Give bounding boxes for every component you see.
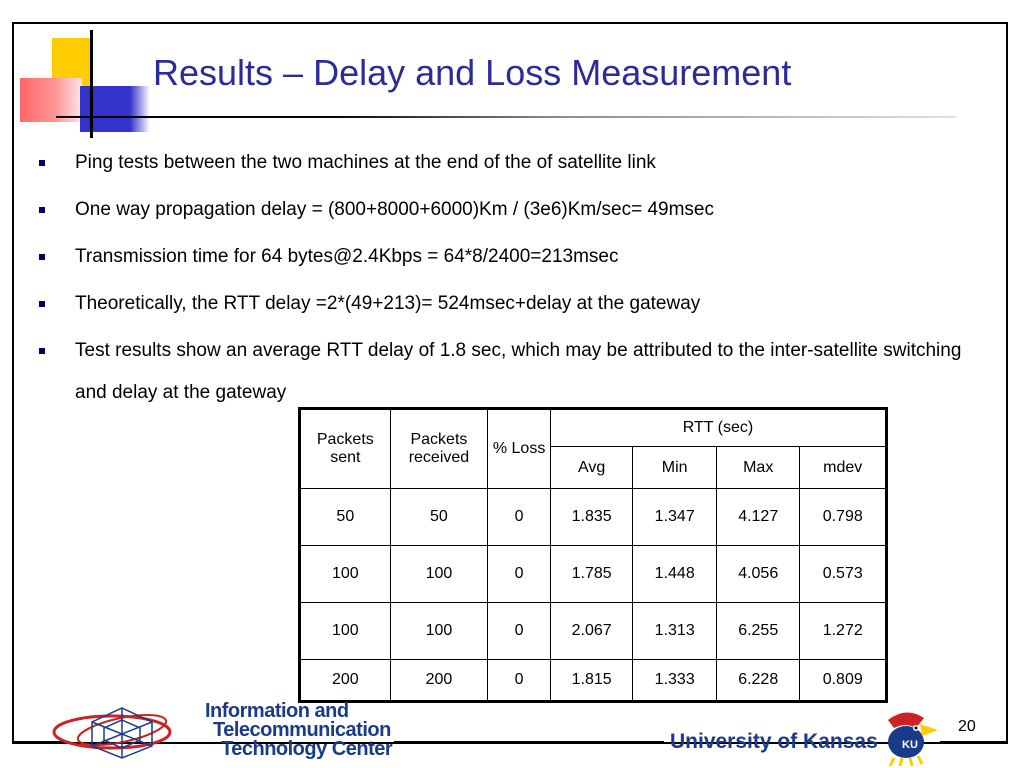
header-max: Max (716, 447, 800, 489)
page-number: 20 (958, 718, 976, 735)
cell-min: 1.448 (633, 546, 717, 603)
bullet-text: Theoretically, the RTT delay =2*(49+213)= 524msec+delay at the gateway (75, 293, 701, 314)
bullet-item (36, 236, 976, 278)
cell-loss: 0 (488, 546, 551, 603)
cell-max: 6.228 (716, 660, 800, 702)
header-rtt: RTT (sec) (550, 409, 886, 447)
cell-loss: 0 (488, 603, 551, 660)
ittc-line-3: Technology Center (221, 738, 393, 760)
jayhawk-icon (876, 706, 940, 766)
cell-mdev: 1.272 (800, 603, 887, 660)
square-bullet-icon (39, 207, 45, 213)
header-min: Min (633, 447, 717, 489)
cell-avg: 1.815 (550, 660, 633, 702)
square-bullet-icon (39, 254, 45, 260)
cell-packets-received: 200 (390, 660, 488, 702)
cell-min: 1.347 (633, 489, 717, 546)
decor-blue-fade (130, 86, 150, 132)
footer-line-right (940, 741, 1008, 743)
bullet-list (36, 142, 976, 419)
cell-min: 1.313 (633, 603, 717, 660)
bullet-text: Ping tests between the two machines at the end of the of satellite link (75, 152, 656, 173)
bullet-item (36, 330, 976, 414)
ittc-line-2: Telecommunication (213, 719, 391, 741)
cell-max: 6.255 (716, 603, 800, 660)
cell-max: 4.127 (716, 489, 800, 546)
cell-loss: 0 (488, 660, 551, 702)
header-loss: % Loss (488, 409, 551, 489)
header-packets-sent: Packets sent (300, 409, 391, 489)
bullet-item (36, 283, 976, 325)
square-bullet-icon (39, 348, 45, 354)
bullet-item (36, 142, 976, 184)
ittc-logo-icon (52, 700, 202, 762)
square-bullet-icon (39, 301, 45, 307)
table-row (300, 546, 887, 603)
jayhawk-badge: KU (902, 739, 918, 751)
cell-packets-received: 100 (390, 603, 488, 660)
table-row (300, 603, 887, 660)
cell-packets-sent: 50 (300, 489, 391, 546)
cell-mdev: 0.809 (800, 660, 887, 702)
header-mdev: mdev (800, 447, 887, 489)
footer-line-middle (394, 741, 664, 743)
cell-packets-received: 50 (390, 489, 488, 546)
cell-avg: 1.835 (550, 489, 633, 546)
bullet-text: One way propagation delay = (800+8000+6000)Km / (3e6)Km/sec= 49msec (75, 199, 714, 220)
cell-mdev: 0.573 (800, 546, 887, 603)
bullet-text: Transmission time for 64 bytes@2.4Kbps = 64*8/2400=213msec (75, 246, 619, 267)
cell-packets-received: 100 (390, 546, 488, 603)
header-avg: Avg (550, 447, 633, 489)
cell-max: 4.056 (716, 546, 800, 603)
title-underline (56, 116, 956, 118)
table-row (300, 489, 887, 546)
cell-avg: 1.785 (550, 546, 633, 603)
cell-avg: 2.067 (550, 603, 633, 660)
table-row (300, 660, 887, 702)
cell-packets-sent: 100 (300, 603, 391, 660)
results-table (298, 407, 888, 703)
cell-packets-sent: 100 (300, 546, 391, 603)
ittc-line-1: Information and (205, 700, 349, 722)
header-packets-received: Packets received (390, 409, 488, 489)
bullet-text: Test results show an average RTT delay of 1.8 sec, which may be attributed to the inter-satellite switching and delay at the gateway (75, 340, 962, 403)
square-bullet-icon (39, 160, 45, 166)
cell-mdev: 0.798 (800, 489, 887, 546)
decor-vertical-line (90, 30, 93, 138)
ittc-wordmark (205, 702, 392, 759)
cell-min: 1.333 (633, 660, 717, 702)
decor-blue-square (80, 86, 132, 132)
cell-packets-sent: 200 (300, 660, 391, 702)
cell-loss: 0 (488, 489, 551, 546)
university-name: University of Kansas (670, 730, 878, 753)
bullet-item (36, 189, 976, 231)
slide-title: Results – Delay and Loss Measurement (153, 52, 792, 93)
